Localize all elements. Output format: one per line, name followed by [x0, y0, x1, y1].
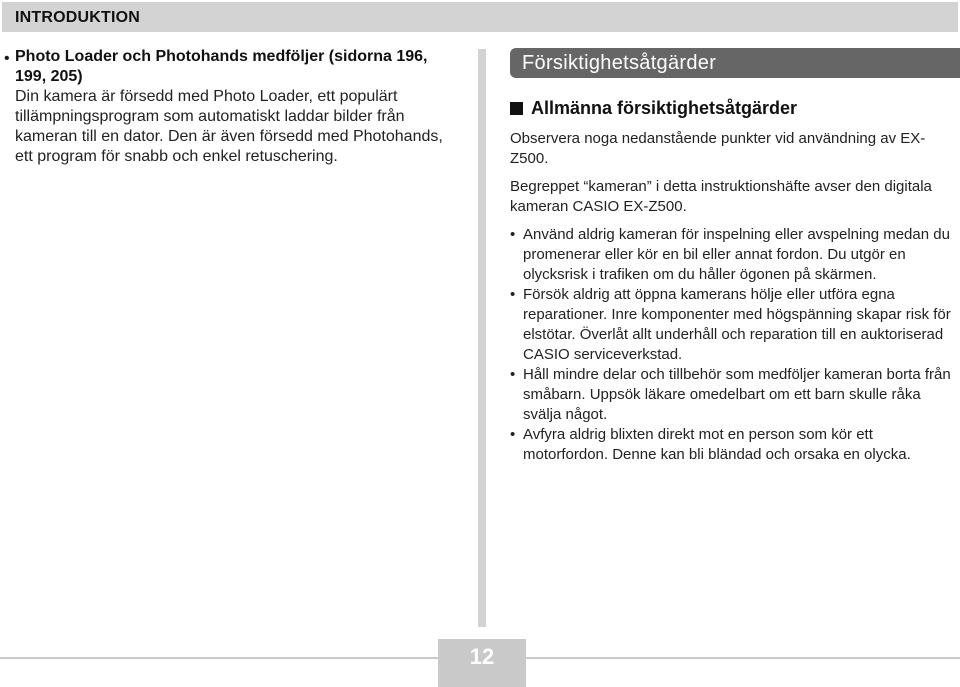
section-banner: [510, 48, 960, 78]
list-item: [510, 425, 960, 465]
header-bar: [2, 2, 958, 32]
list-item-text: Avfyra aldrig blixten direkt mot en person som kör ett motorfordon. Denne kan bli bländad och orsaka en olycka.: [523, 426, 911, 463]
list-item-text: Använd aldrig kameran för inspelning eller avspelning medan du promenerar eller kör en bil eller annat fordon. Du utgör en olycksrisk i trafiken om du håller ögonen på skärmen.: [523, 226, 950, 283]
bullet-icon: •: [510, 366, 516, 383]
column-divider: [478, 49, 486, 627]
subheading-text: Allmänna försiktighetsåtgärder: [531, 98, 798, 118]
page-number: 12: [469, 644, 495, 669]
left-column: [4, 47, 454, 167]
left-heading: Photo Loader och Photohands medföljer (sidorna 196, 199, 205): [15, 48, 428, 85]
bullet-icon: •: [510, 426, 516, 443]
list-item-text: Försök aldrig att öppna kamerans hölje eller utföra egna reparationer. Inre komponenter med högspänning skapar risk för elstötar. Överlåt allt underhåll och reparation till en auktoriserad CASIO serviceverkstad.: [523, 286, 951, 363]
section-title: Försiktighetsåtgärder: [522, 52, 717, 74]
left-body-text: Din kamera är försedd med Photo Loader, ett populärt tillämpningsprogram som automatiskt laddar bilder från kameran till en dator. Den är även försedd med Photohands, ett program för snabb och enkel retuschering.: [15, 88, 443, 165]
square-bullet-icon: [510, 102, 523, 115]
precaution-list: [510, 225, 960, 465]
list-item: [510, 285, 960, 365]
chapter-title: INTRODUKTION: [15, 9, 141, 26]
right-column: [510, 129, 960, 465]
bullet-icon: •: [510, 286, 516, 303]
intro-paragraph: Observera noga nedanstående punkter vid användning av EX-Z500.: [510, 130, 926, 167]
bullet-icon: •: [4, 50, 10, 67]
list-item: [510, 365, 960, 425]
list-item: [510, 225, 960, 285]
definition-paragraph: Begreppet “kameran” i detta instruktionshäfte avser den digitala kameran CASIO EX-Z500.: [510, 178, 932, 215]
list-item-text: Håll mindre delar och tillbehör som medföljer kameran borta från småbarn. Uppsök läkare omedelbart om ett barn skulle råka svälja något.: [523, 366, 951, 423]
page-number-box: [438, 639, 526, 687]
subheading: [510, 98, 797, 119]
bullet-icon: •: [510, 226, 516, 243]
